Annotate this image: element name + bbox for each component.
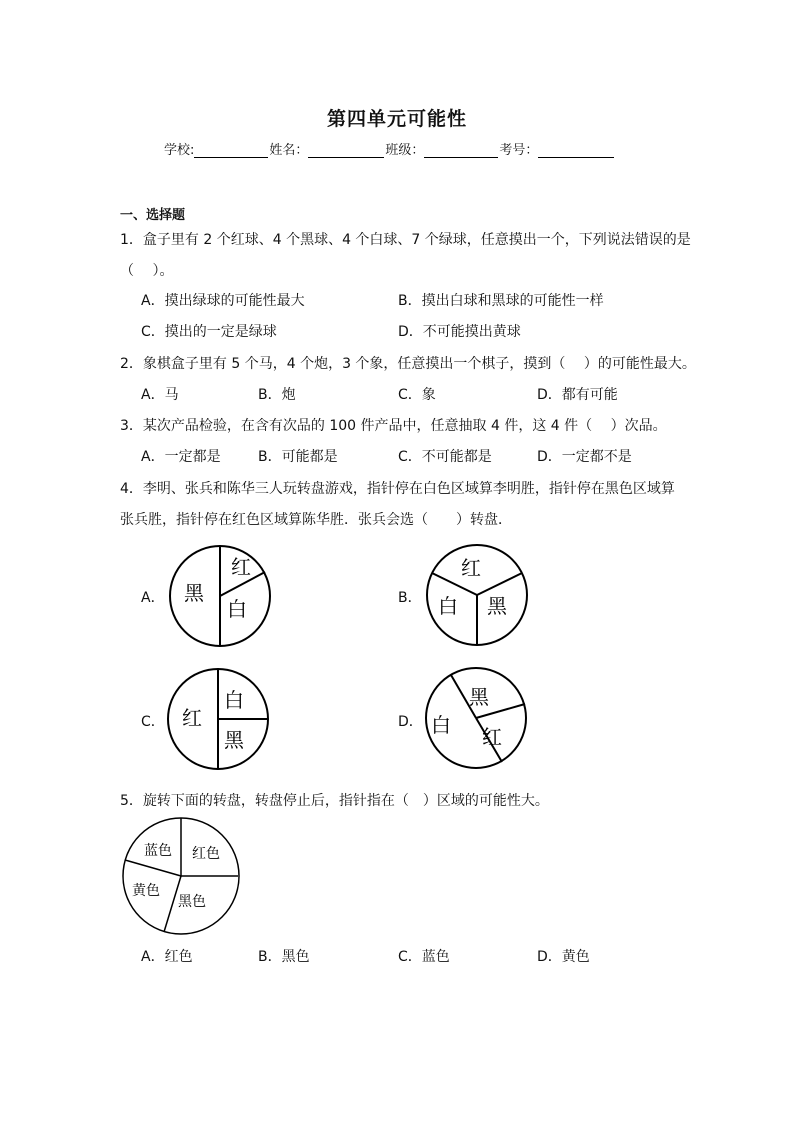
spinner-b-red-label: 红: [461, 556, 481, 580]
spinner-b-black-label: 黑: [487, 594, 507, 618]
question-3-stem: 3．某次产品检验，在含有次品的 100 件产品中，任意抽取 4 件，这 4 件（ ）次品。: [120, 418, 667, 434]
question-2-stem: 2．象棋盒子里有 5 个马，4 个炮，3 个象，任意摸出一个棋子，摸到（ ）的可能性最大。: [120, 356, 696, 372]
spinner-c-red-label: 红: [182, 706, 202, 730]
name-label: 姓名：: [269, 143, 309, 158]
spinner-d-white-label: 白: [431, 713, 451, 737]
q5-black-label: 黑色: [178, 894, 206, 910]
q2-option-c[interactable]: C．象: [398, 387, 436, 403]
spinner-d-red-label: 红: [482, 725, 502, 749]
q2-option-a[interactable]: A．马: [141, 387, 179, 403]
question-1-stem-cont: （ ）。: [120, 263, 174, 279]
question-4-stem: 4．李明、张兵和陈华三人玩转盘游戏，指针停在白色区域算李明胜，指针停在黑色区域算: [120, 481, 675, 497]
section-title: 一、选择题: [120, 208, 186, 223]
q1-option-b[interactable]: B．摸出白球和黑球的可能性一样: [398, 293, 604, 309]
school-field[interactable]: [194, 143, 268, 158]
q4-option-a-label[interactable]: A．: [141, 590, 165, 606]
q4-option-c-label[interactable]: C．: [141, 714, 165, 730]
q5-option-d[interactable]: D．黄色: [537, 949, 590, 965]
q1-option-d[interactable]: D．不可能摸出黄球: [398, 324, 521, 340]
q5-option-c[interactable]: C．蓝色: [398, 949, 450, 965]
name-field[interactable]: [308, 143, 384, 158]
q4-spinner-c[interactable]: [166, 667, 270, 775]
class-field[interactable]: [424, 143, 498, 158]
q3-option-c[interactable]: C．不可能都是: [398, 449, 492, 465]
q5-blue-label: 蓝色: [144, 843, 172, 859]
q3-option-d[interactable]: D．一定都不是: [537, 449, 632, 465]
q4-spinner-a[interactable]: [168, 544, 272, 652]
q4-option-d-label[interactable]: D．: [398, 714, 423, 730]
q4-option-b-label[interactable]: B．: [398, 590, 422, 606]
q3-option-a[interactable]: A．一定都是: [141, 449, 221, 465]
question-1-stem: 1．盒子里有 2 个红球、4 个黑球、4 个白球、7 个绿球，任意摸出一个，下列说法错误的是: [120, 232, 691, 248]
spinner-a-white-label: 白: [227, 597, 247, 621]
q5-spinner: [121, 816, 243, 942]
q2-option-d[interactable]: D．都有可能: [537, 387, 618, 403]
spinner-a-black-label: 黑: [184, 581, 204, 605]
q1-option-c[interactable]: C．摸出的一定是绿球: [141, 324, 277, 340]
q1-option-a[interactable]: A．摸出绿球的可能性最大: [141, 293, 305, 309]
q5-option-b[interactable]: B．黑色: [258, 949, 310, 965]
question-4-stem-cont: 张兵胜，指针停在红色区域算陈华胜．张兵会选（ ）转盘．: [120, 512, 512, 528]
q5-option-a[interactable]: A．红色: [141, 949, 193, 965]
class-label: 班级：: [385, 143, 425, 158]
exam-no-label: 考号：: [499, 143, 539, 158]
spinner-d-black-label: 黑: [469, 685, 489, 709]
q3-option-b[interactable]: B．可能都是: [258, 449, 338, 465]
exam-no-field[interactable]: [538, 143, 614, 158]
q4-spinner-b[interactable]: [425, 543, 529, 651]
question-5-stem: 5．旋转下面的转盘，转盘停止后，指针指在（ ）区域的可能性大。: [120, 793, 549, 809]
q5-red-label: 红色: [192, 846, 220, 862]
q5-yellow-label: 黄色: [132, 883, 160, 899]
spinner-b-white-label: 白: [438, 594, 458, 618]
spinner-c-black-label: 黑: [224, 728, 244, 752]
spinner-c-white-label: 白: [224, 688, 244, 712]
school-label: 学校:: [164, 143, 195, 158]
q2-option-b[interactable]: B．炮: [258, 387, 296, 403]
student-info-line: [164, 139, 615, 158]
spinner-a-red-label: 红: [231, 555, 251, 579]
page-title: 第四单元可能性: [326, 108, 467, 130]
q4-spinner-d[interactable]: [424, 666, 528, 774]
